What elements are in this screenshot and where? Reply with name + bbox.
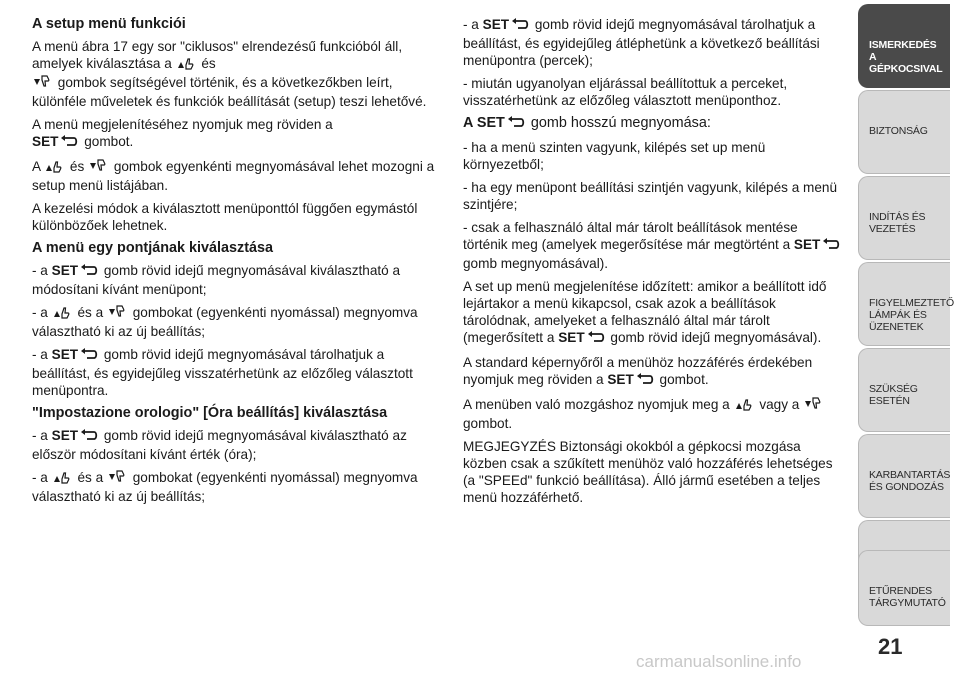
tab-figyelmezteto[interactable]: FIGYELMEZTETŐ LÁMPÁK ÉS ÜZENETEK xyxy=(858,262,950,346)
set-label: SET xyxy=(476,115,505,131)
text: A menü ábra 17 egy sor "ciklusos" elrendezésű funkcióból áll, amelyek kiválasztása a xyxy=(32,39,403,71)
set-button-icon xyxy=(79,263,99,281)
paragraph: A kezelési módok a kiválasztott menüponttól függően egymástól különbözőek lehetnek. xyxy=(32,201,418,233)
up-button-icon xyxy=(53,305,73,323)
text: - a xyxy=(463,17,479,32)
paragraph xyxy=(32,469,440,505)
tab-ismerkedes[interactable]: ISMERKEDÉS A GÉPKOCSIVAL xyxy=(858,4,950,88)
text: - a xyxy=(32,347,48,362)
text: gombok segítségével történik, és a következőkben leírt, különféle műveletek és funkciók beállítását (setup) teszi lehetővé. xyxy=(32,75,427,109)
text: gombot. xyxy=(463,416,513,431)
text: gomb megnyomásával). xyxy=(463,256,609,271)
paragraph xyxy=(32,262,440,298)
text: és xyxy=(201,56,216,71)
set-label: SET xyxy=(51,263,79,278)
paragraph xyxy=(463,16,843,69)
text: gomb rövid idejű megnyomásával tárolhatjuk a beállítást, és egyidejűleg átléphetünk a következő beállítási menüpontra (percek); xyxy=(463,17,820,68)
tab-inditas[interactable]: INDÍTÁS ÉS VEZETÉS xyxy=(858,176,950,260)
down-button-icon xyxy=(108,305,128,323)
text: gombok egyenkénti megnyomásával lehet mozogni a setup menü listájában. xyxy=(32,159,435,193)
text: gomb rövid idejű megnyomásával). xyxy=(610,330,822,345)
up-button-icon xyxy=(177,56,197,74)
paragraph xyxy=(32,116,440,152)
left-column xyxy=(32,16,440,511)
paragraph xyxy=(463,278,843,348)
text: és a xyxy=(77,305,104,320)
set-button-icon xyxy=(586,330,606,348)
up-button-icon xyxy=(45,159,65,177)
section-heading xyxy=(463,115,843,134)
set-button-icon xyxy=(506,115,526,134)
text: - csak a felhasználó által már tárolt beállítások mentése történik meg (amelyek megerősítése már megtörtént a xyxy=(463,220,798,252)
text: gombot. xyxy=(84,134,134,149)
set-label: SET xyxy=(558,330,585,345)
set-label: SET xyxy=(32,134,59,149)
paragraph: - miután ugyanolyan eljárással beállítottuk a perceket, visszatérhetünk az előzőleg választott menüponthoz. xyxy=(463,76,788,108)
text: - a xyxy=(32,305,48,320)
down-button-icon xyxy=(804,397,824,415)
text: gomb rövid idejű megnyomásával kiválasztható a módosítani kívánt menüpont; xyxy=(32,263,401,297)
text: A standard képernyőről a menühöz hozzáférés érdekében nyomjuk meg röviden a xyxy=(463,355,813,387)
set-button-icon xyxy=(59,134,79,152)
paragraph xyxy=(32,304,440,340)
set-label: SET xyxy=(793,237,821,252)
set-button-icon xyxy=(821,237,841,255)
text: A set up menü megjelenítése időzített: amikor a beállított idő lejártakor a menü kikapcsol, csak azok a beállítások tárolódnak, amelyeket a felhasználó által már tárolt (megerősített a xyxy=(463,279,827,345)
paragraph xyxy=(463,354,843,390)
text: és xyxy=(69,159,85,174)
text: gomb rövid idejű megnyomásával kiválasztható az először módosítani kívánt érték (óra); xyxy=(32,428,407,462)
up-button-icon xyxy=(735,397,755,415)
text: és a xyxy=(77,470,104,485)
text: - a xyxy=(32,263,48,278)
paragraph xyxy=(32,427,440,463)
up-button-icon xyxy=(53,470,73,488)
paragraph xyxy=(32,346,440,399)
set-label: SET xyxy=(51,428,79,443)
paragraph xyxy=(463,219,843,272)
paragraph: - ha egy menüpont beállítási szintjén vagyunk, kilépés a menü szintjére; xyxy=(463,180,838,212)
down-button-icon xyxy=(108,470,128,488)
text: A xyxy=(463,115,473,131)
paragraph xyxy=(32,158,440,194)
set-button-icon xyxy=(79,428,99,446)
text: gombokat (egyenkénti nyomással) megnyomva választható ki az új beállítás; xyxy=(32,305,418,339)
text: A menü megjelenítéséhez nyomjuk meg röviden a xyxy=(32,117,333,132)
text: vagy a xyxy=(759,397,800,412)
text: gombot. xyxy=(659,372,709,387)
down-button-icon xyxy=(33,75,53,93)
text: - a xyxy=(32,470,48,485)
set-button-icon xyxy=(79,347,99,365)
tab-szukseg[interactable]: SZÜKSÉG ESETÉN xyxy=(858,348,950,432)
text: gomb rövid idejű megnyomásával tárolhatjuk a beállítást, és egyidejűleg visszatérhetünk az előzőleg választott menüpontra. xyxy=(32,347,413,398)
section-heading: A menü egy pontjának kiválasztása xyxy=(32,240,274,256)
set-button-icon xyxy=(635,372,655,390)
paragraph: - ha a menü szinten vagyunk, kilépés set up menü környezetből; xyxy=(463,140,766,172)
section-heading: "Impostazione orologio" [Óra beállítás] kiválasztása xyxy=(32,405,388,421)
text: gombokat (egyenkénti nyomással) megnyomva választható ki az új beállítás; xyxy=(32,470,418,504)
paragraph xyxy=(32,38,440,110)
tab-biztonsag[interactable]: BIZTONSÁG xyxy=(858,90,950,174)
watermark: carmanualsonline.info xyxy=(636,652,802,671)
page-number: 21 xyxy=(878,634,903,659)
down-button-icon xyxy=(89,159,109,177)
section-heading: A setup menü funkciói xyxy=(32,16,186,32)
set-label: SET xyxy=(482,17,510,32)
set-label: SET xyxy=(607,372,634,387)
chapter-tab-sidebar xyxy=(858,0,960,678)
paragraph xyxy=(463,396,843,432)
text: gomb hosszú megnyomása: xyxy=(530,115,711,131)
set-button-icon xyxy=(510,17,530,35)
set-label: SET xyxy=(51,347,79,362)
text: - a xyxy=(32,428,48,443)
text: A menüben való mozgáshoz nyomjuk meg a xyxy=(463,397,730,412)
right-column xyxy=(463,16,843,512)
tab-karbantartas[interactable]: KARBANTARTÁS ÉS GONDOZÁS xyxy=(858,434,950,518)
paragraph: MEGJEGYZÉS Biztonsági okokból a gépkocsi mozgása közben csak a szűkített menühöz való hozzáférés lehetséges (a "SPEEd" funkció beállítása). Álló jármű esetében a teljes menü hozzáférhető. xyxy=(463,439,833,505)
text: A xyxy=(32,159,41,174)
tab-targymutato[interactable]: ETŰRENDES TÁRGYMUTATÓ xyxy=(858,550,950,626)
